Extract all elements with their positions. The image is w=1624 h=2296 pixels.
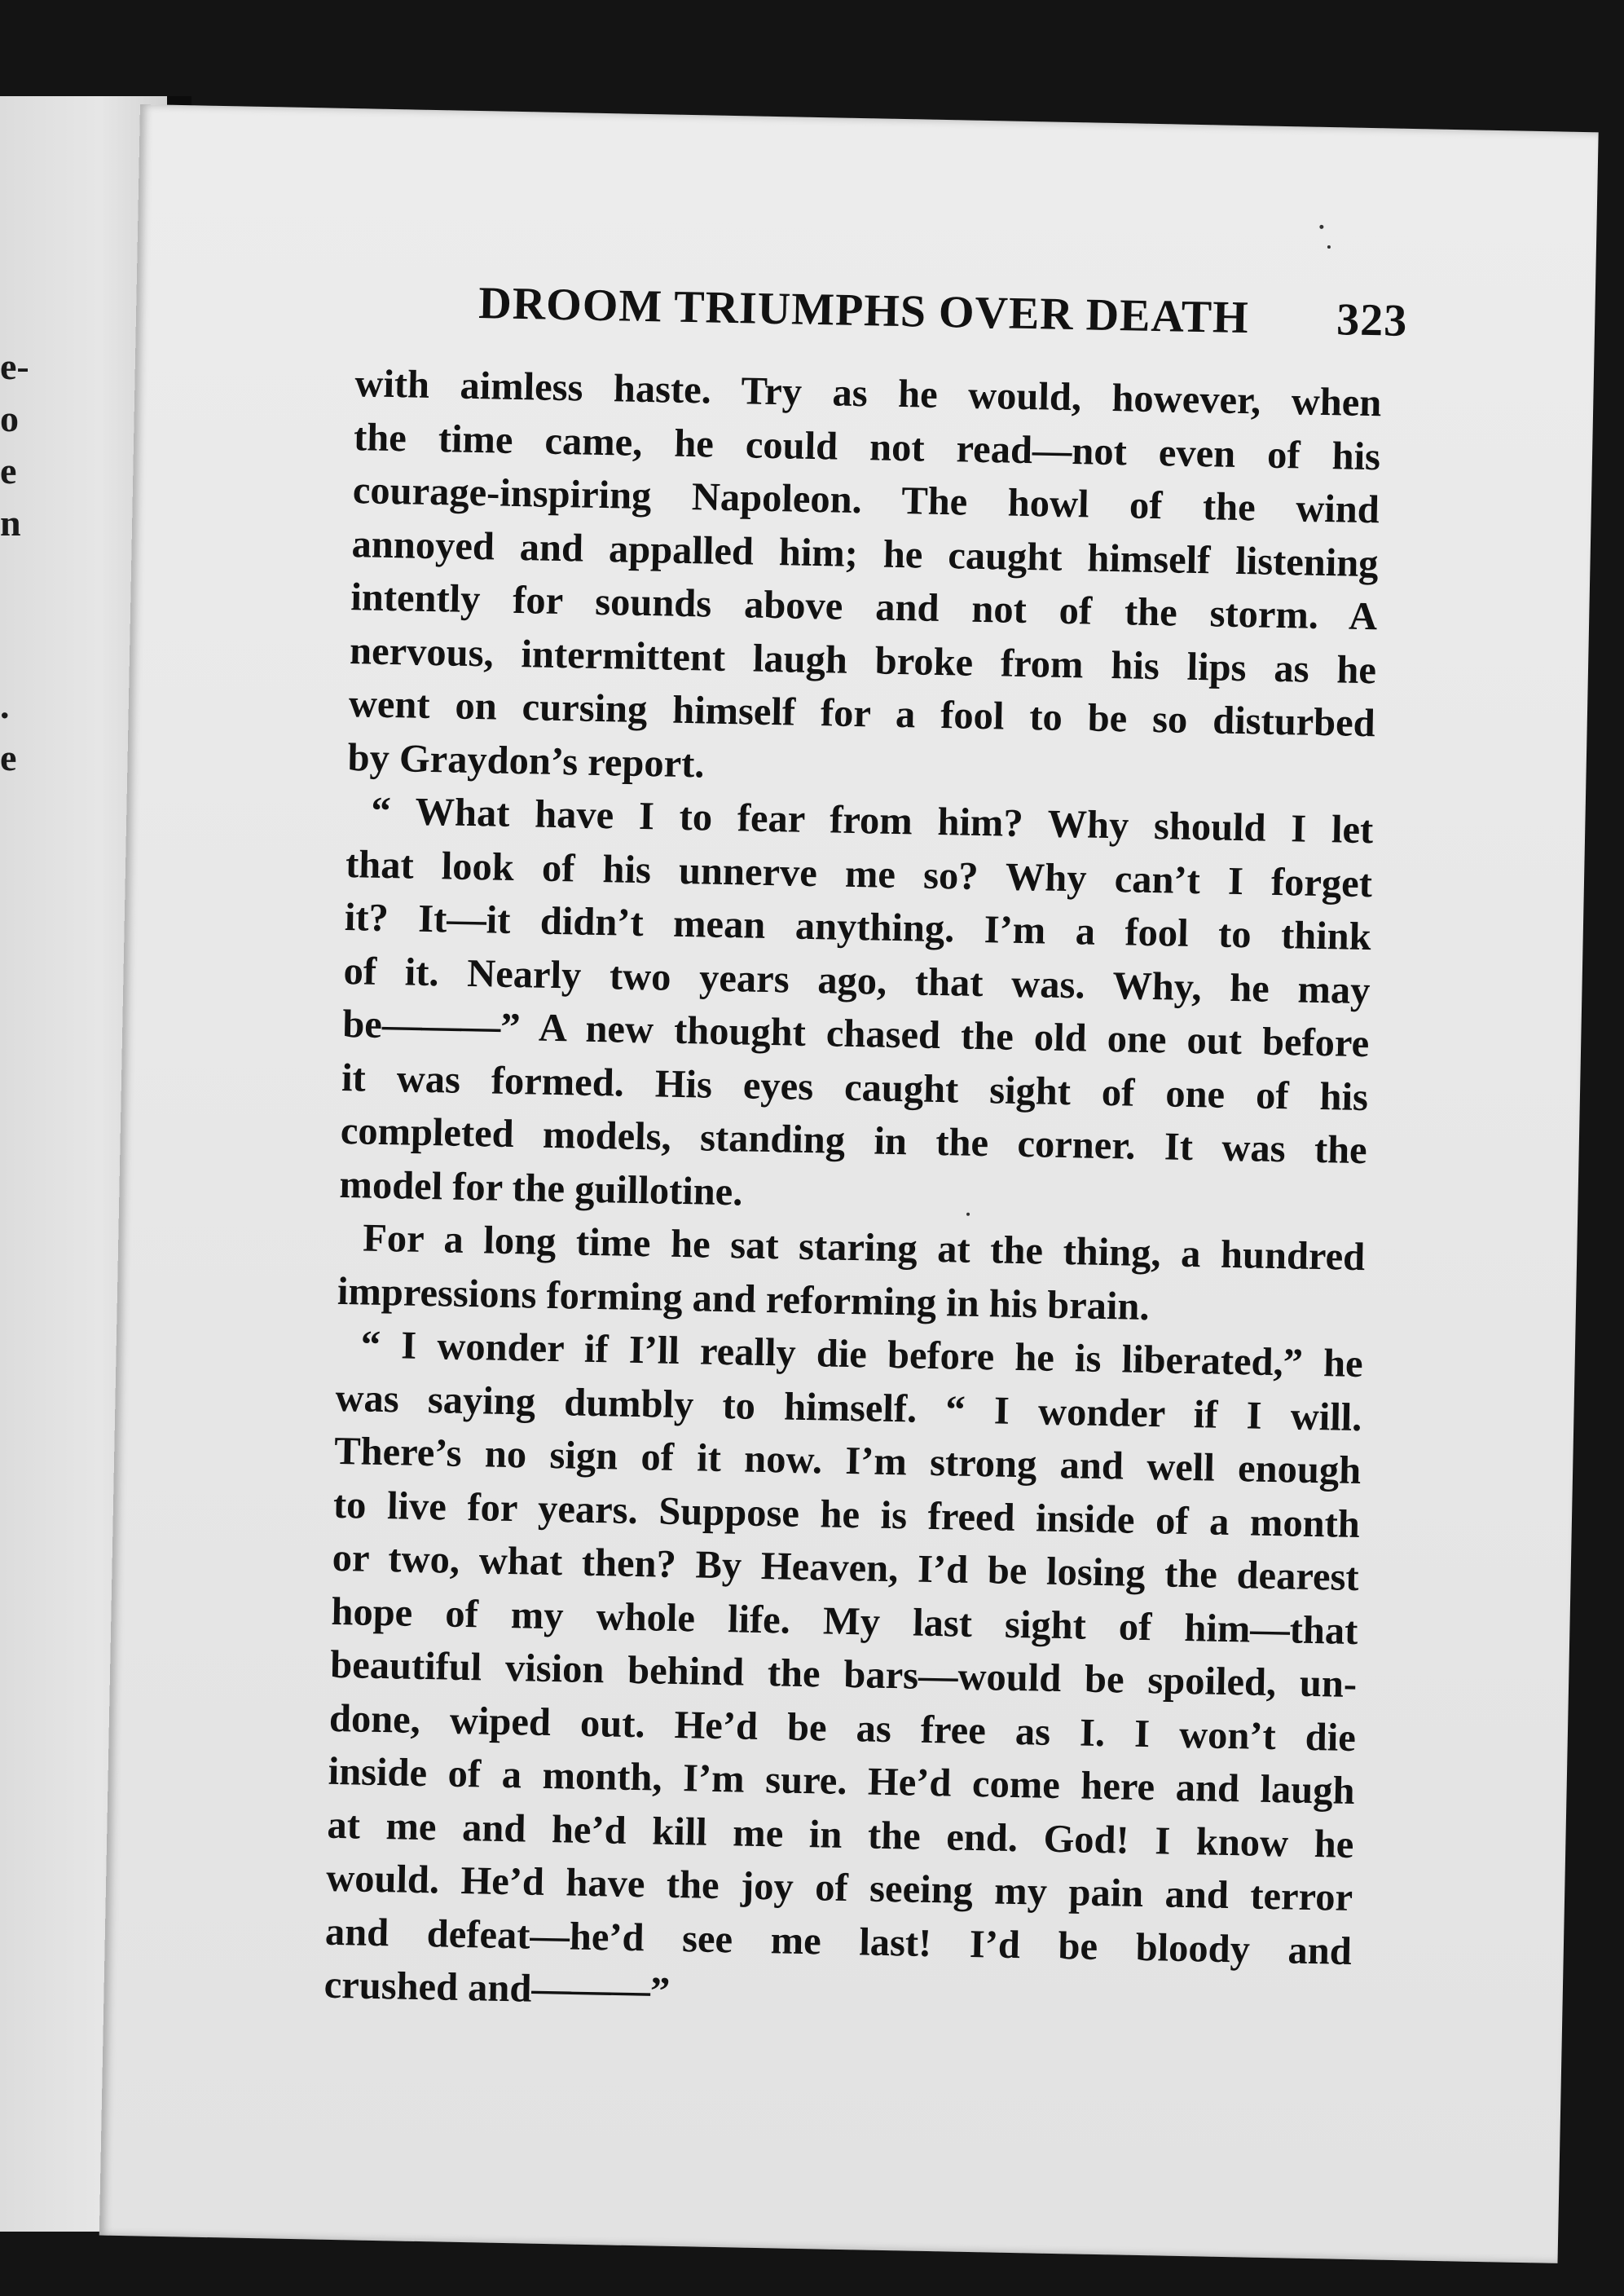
- text-line: that look of his unnerve me so? Why can’t I forget: [345, 842, 1373, 906]
- facing-page-glyph: e: [0, 737, 17, 778]
- text-line: with aimless haste. Try as he would, however, when: [354, 362, 1382, 425]
- text-line: beautiful vision behind the bars—would be spoiled, un-: [329, 1642, 1358, 1707]
- text-line: was saying dumbly to himself. “ I wonder if I will.: [335, 1376, 1362, 1439]
- paper-speck: [966, 1213, 970, 1216]
- text-line: completed models, standing in the corner. It was the: [340, 1108, 1368, 1173]
- text-line: be———” A new thought chased the old one out before: [341, 1002, 1370, 1066]
- text-line: by Graydon’s report.: [347, 735, 705, 786]
- text-line: “ I wonder if I’ll really die before he is liberated,” he: [360, 1323, 1364, 1386]
- text-line: would. He’d have the joy of seeing my pain and terror: [325, 1856, 1353, 1919]
- text-line: hope of my whole life. My last sight of him—that: [331, 1589, 1358, 1653]
- text-line: nervous, intermittent laugh broke from his lips as he: [349, 628, 1377, 692]
- facing-page-glyphs: [0, 96, 29, 784]
- text-line: inside of a month, I’m sure. He’d come here and laugh: [328, 1749, 1356, 1813]
- text-line: went on cursing himself for a fool to be so disturbed: [348, 682, 1376, 746]
- body-text: [323, 357, 1382, 2031]
- facing-page-glyph: e: [0, 450, 17, 491]
- text-line: it was formed. His eyes caught sight of one of his: [341, 1055, 1369, 1119]
- text-line: to live for years. Suppose he is freed inside of a month: [332, 1483, 1361, 1546]
- facing-page-glyph: .: [0, 685, 10, 726]
- text-line: “ What have I to fear from him? Why should I let: [370, 789, 1374, 853]
- text-line: annoyed and appalled him; he caught himself listening: [351, 522, 1379, 585]
- text-line: done, wiped out. He’d be as free as I. I won’t die: [328, 1696, 1357, 1760]
- facing-page-glyph: e-: [0, 346, 29, 387]
- facing-page-glyph: [0, 549, 24, 602]
- text-line: crushed and———”: [323, 1963, 671, 2013]
- paper-speck: [1327, 245, 1331, 249]
- text-line: at me and he’d kill me in the end. God! I know he: [327, 1803, 1354, 1866]
- text-line: of it. Nearly two years ago, that was. Why, he may: [343, 949, 1371, 1012]
- paper-speck: [1319, 225, 1323, 229]
- text-line: intently for sounds above and not of the storm. A: [350, 575, 1378, 639]
- text-line: There’s no sign of it now. I’m strong and well enough: [333, 1429, 1362, 1493]
- running-head-title: DROOM TRIUMPHS OVER DEATH: [478, 278, 1250, 344]
- text-line: impressions forming and reforming in his brain.: [337, 1269, 1151, 1329]
- text-line: it? It—it didn’t mean anything. I’m a fool to think: [344, 896, 1372, 959]
- facing-page-glyph: o: [0, 398, 19, 439]
- text-line: For a long time he sat staring at the thing, a hundred: [362, 1216, 1366, 1280]
- running-head: [478, 277, 1408, 347]
- text-line: the time came, he could not read—not even of his: [353, 415, 1381, 478]
- text-line: or two, what then? By Heaven, I’d be losing the dearest: [332, 1536, 1360, 1600]
- facing-page-glyph: n: [0, 502, 21, 544]
- text-line: courage-inspiring Napoleon. The howl of the wind: [352, 469, 1380, 532]
- book-page: [99, 104, 1599, 2263]
- text-line: model for the guillotine.: [339, 1162, 743, 1214]
- text-line: and defeat—he’d see me last! I’d be bloody and: [324, 1910, 1353, 1973]
- page-number: 323: [1336, 294, 1408, 346]
